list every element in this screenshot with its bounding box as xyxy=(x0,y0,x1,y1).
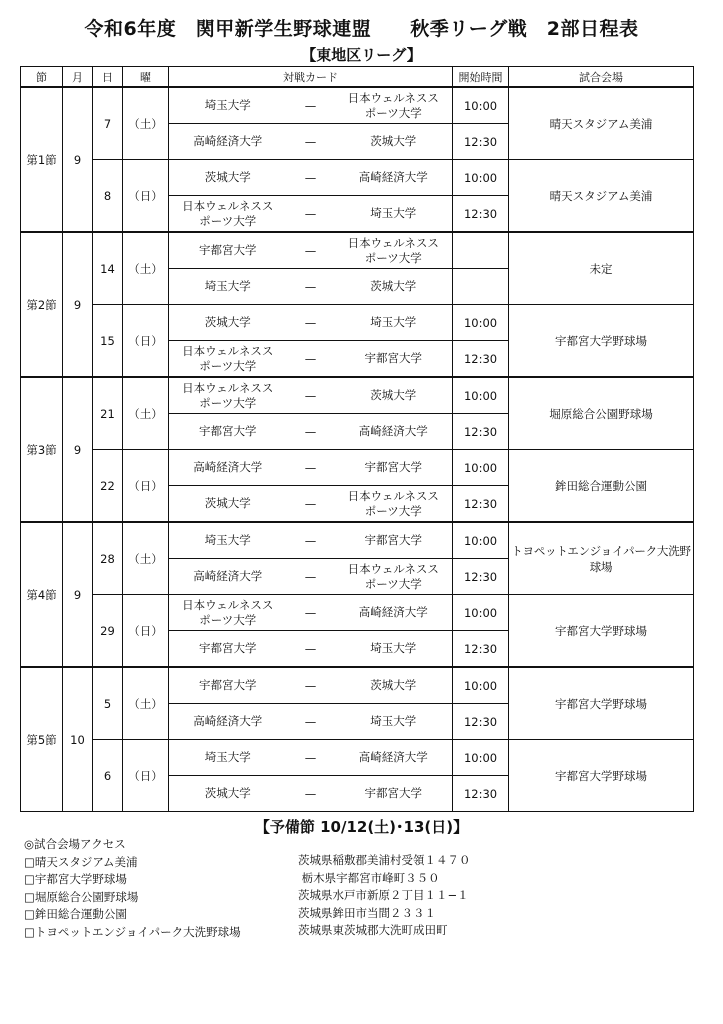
game-day: 7 xyxy=(93,87,123,160)
start-time: 12:30 xyxy=(453,631,509,668)
home-team: 高崎経済大学 xyxy=(169,704,287,740)
game-venue: 宇都宮大学野球場 xyxy=(509,595,694,668)
round-section xyxy=(21,522,694,667)
round-section xyxy=(21,377,694,522)
start-time: 10:00 xyxy=(453,740,509,776)
game-row xyxy=(21,595,694,631)
away-team: 茨城大学 xyxy=(335,667,453,704)
home-team: 宇都宮大学 xyxy=(169,631,287,668)
home-team: 日本ウェルネスス ポーツ大学 xyxy=(169,595,287,631)
game-weekday: （日） xyxy=(123,450,169,523)
versus-dash: — xyxy=(287,486,335,523)
header-time: 開始時間 xyxy=(453,67,509,88)
away-team: 宇都宮大学 xyxy=(335,341,453,378)
away-team: 日本ウェルネスス ポーツ大学 xyxy=(335,232,453,269)
access-venue-address: 茨城県水戸市新原２丁目１１−１ xyxy=(298,888,469,902)
game-day: 28 xyxy=(93,522,123,595)
header-venue: 試合会場 xyxy=(509,67,694,88)
game-venue: トヨペットエンジョイパーク大洗野球場 xyxy=(509,522,694,595)
home-team: 高崎経済大学 xyxy=(169,450,287,486)
start-time: 12:30 xyxy=(453,704,509,740)
access-venue-address: 茨城県鉾田市当間２３３１ xyxy=(298,905,436,920)
round-label: 第1節 xyxy=(21,87,63,232)
away-team: 日本ウェルネスス ポーツ大学 xyxy=(335,87,453,124)
game-row xyxy=(21,522,694,559)
venue-access-list xyxy=(24,836,241,941)
round-section xyxy=(21,87,694,232)
game-weekday: （日） xyxy=(123,740,169,812)
round-label: 第4節 xyxy=(21,522,63,667)
game-weekday: （土） xyxy=(123,667,169,740)
away-team: 茨城大学 xyxy=(335,124,453,160)
game-venue: 未定 xyxy=(509,232,694,305)
home-team: 埼玉大学 xyxy=(169,269,287,305)
away-team: 高崎経済大学 xyxy=(335,160,453,196)
access-venue-name: □晴天スタジアム美浦 xyxy=(24,854,138,869)
away-team: 高崎経済大学 xyxy=(335,414,453,450)
versus-dash: — xyxy=(287,704,335,740)
away-team: 埼玉大学 xyxy=(335,631,453,668)
game-day: 6 xyxy=(93,740,123,812)
start-time: 12:30 xyxy=(453,414,509,450)
home-team: 茨城大学 xyxy=(169,305,287,341)
start-time xyxy=(453,232,509,269)
game-venue: 宇都宮大学野球場 xyxy=(509,667,694,740)
start-time: 10:00 xyxy=(453,87,509,124)
game-weekday: （土） xyxy=(123,87,169,160)
start-time: 12:30 xyxy=(453,341,509,378)
game-venue: 晴天スタジアム美浦 xyxy=(509,87,694,160)
round-month: 9 xyxy=(63,377,93,522)
round-month: 9 xyxy=(63,87,93,232)
start-time: 10:00 xyxy=(453,305,509,341)
versus-dash: — xyxy=(287,414,335,450)
access-venue-name: □鉾田総合運動公園 xyxy=(24,907,127,921)
game-weekday: （日） xyxy=(123,305,169,378)
round-section xyxy=(21,232,694,377)
reserve-round: 【予備節 10/12(土)･13(日)】 xyxy=(254,818,469,836)
versus-dash: — xyxy=(287,269,335,305)
away-team: 埼玉大学 xyxy=(335,305,453,341)
game-day: 5 xyxy=(93,667,123,740)
home-team: 埼玉大学 xyxy=(169,740,287,776)
round-label: 第2節 xyxy=(21,232,63,377)
versus-dash: — xyxy=(287,631,335,668)
versus-dash: — xyxy=(287,196,335,233)
round-label: 第5節 xyxy=(21,667,63,812)
game-row xyxy=(21,232,694,269)
versus-dash: — xyxy=(287,559,335,595)
versus-dash: — xyxy=(287,522,335,559)
game-row xyxy=(21,87,694,124)
page-title: 令和6年度 関甲新学生野球連盟 秋季リーグ戦 2部日程表 xyxy=(84,18,639,40)
home-team: 高崎経済大学 xyxy=(169,124,287,160)
game-day: 21 xyxy=(93,377,123,450)
away-team: 高崎経済大学 xyxy=(335,740,453,776)
away-team: 茨城大学 xyxy=(335,377,453,414)
start-time: 12:30 xyxy=(453,559,509,595)
home-team: 宇都宮大学 xyxy=(169,414,287,450)
round-month: 9 xyxy=(63,522,93,667)
game-day: 22 xyxy=(93,450,123,523)
versus-dash: — xyxy=(287,305,335,341)
game-row xyxy=(21,160,694,196)
home-team: 高崎経済大学 xyxy=(169,559,287,595)
start-time: 12:30 xyxy=(453,776,509,812)
game-venue: 堀原総合公園野球場 xyxy=(509,377,694,450)
game-venue: 晴天スタジアム美浦 xyxy=(509,160,694,233)
start-time xyxy=(453,269,509,305)
venue-address-list xyxy=(298,852,471,940)
access-venue-name: □トヨペットエンジョイパーク大洗野球場 xyxy=(24,924,241,939)
round-label: 第3節 xyxy=(21,377,63,522)
versus-dash: — xyxy=(287,776,335,812)
start-time: 10:00 xyxy=(453,450,509,486)
access-venue-address: 茨城県稲敷郡美浦村受領１４７０ xyxy=(298,853,471,867)
away-team: 茨城大学 xyxy=(335,269,453,305)
game-weekday: （土） xyxy=(123,522,169,595)
start-time: 12:30 xyxy=(453,196,509,233)
home-team: 埼玉大学 xyxy=(169,87,287,124)
access-venue-address: 栃木県宇都宮市峰町３５０ xyxy=(298,870,440,885)
game-weekday: （日） xyxy=(123,595,169,668)
away-team: 宇都宮大学 xyxy=(335,450,453,486)
game-day: 14 xyxy=(93,232,123,305)
home-team: 宇都宮大学 xyxy=(169,232,287,269)
game-row xyxy=(21,667,694,704)
game-venue: 鉾田総合運動公園 xyxy=(509,450,694,523)
versus-dash: — xyxy=(287,341,335,378)
start-time: 10:00 xyxy=(453,522,509,559)
game-venue: 宇都宮大学野球場 xyxy=(509,740,694,812)
home-team: 茨城大学 xyxy=(169,486,287,523)
away-team: 埼玉大学 xyxy=(335,704,453,740)
versus-dash: — xyxy=(287,450,335,486)
away-team: 宇都宮大学 xyxy=(335,522,453,559)
schedule-table xyxy=(20,66,694,812)
home-team: 日本ウェルネスス ポーツ大学 xyxy=(169,341,287,378)
start-time: 10:00 xyxy=(453,595,509,631)
game-day: 15 xyxy=(93,305,123,378)
versus-dash: — xyxy=(287,87,335,124)
game-day: 8 xyxy=(93,160,123,233)
game-row xyxy=(21,740,694,776)
away-team: 日本ウェルネスス ポーツ大学 xyxy=(335,486,453,523)
game-weekday: （日） xyxy=(123,160,169,233)
game-row xyxy=(21,450,694,486)
game-weekday: （土） xyxy=(123,232,169,305)
access-heading: ◎試合会場アクセス xyxy=(24,837,126,851)
header-day: 日 xyxy=(93,67,123,88)
versus-dash: — xyxy=(287,595,335,631)
start-time: 10:00 xyxy=(453,160,509,196)
home-team: 茨城大学 xyxy=(169,776,287,812)
header-weekday: 曜 xyxy=(123,67,169,88)
start-time: 12:30 xyxy=(453,124,509,160)
home-team: 埼玉大学 xyxy=(169,522,287,559)
table-header-row xyxy=(21,67,694,88)
header-section: 節 xyxy=(21,67,63,88)
access-venue-name: □堀原総合公園野球場 xyxy=(24,889,139,904)
game-day: 29 xyxy=(93,595,123,668)
league-subtitle: 【東地区リーグ】 xyxy=(301,46,422,64)
game-venue: 宇都宮大学野球場 xyxy=(509,305,694,378)
versus-dash: — xyxy=(287,232,335,269)
round-month: 9 xyxy=(63,232,93,377)
game-weekday: （土） xyxy=(123,377,169,450)
start-time: 12:30 xyxy=(453,486,509,523)
versus-dash: — xyxy=(287,377,335,414)
round-month: 10 xyxy=(63,667,93,812)
header-month: 月 xyxy=(63,67,93,88)
home-team: 日本ウェルネスス ポーツ大学 xyxy=(169,196,287,233)
game-row xyxy=(21,377,694,414)
home-team: 茨城大学 xyxy=(169,160,287,196)
away-team: 高崎経済大学 xyxy=(335,595,453,631)
away-team: 日本ウェルネスス ポーツ大学 xyxy=(335,559,453,595)
round-section xyxy=(21,667,694,812)
header-card: 対戦カード xyxy=(169,67,453,88)
versus-dash: — xyxy=(287,160,335,196)
home-team: 宇都宮大学 xyxy=(169,667,287,704)
start-time: 10:00 xyxy=(453,377,509,414)
home-team: 日本ウェルネスス ポーツ大学 xyxy=(169,377,287,414)
away-team: 宇都宮大学 xyxy=(335,776,453,812)
access-venue-address: 茨城県東茨城郡大洗町成田町 xyxy=(298,923,448,937)
game-row xyxy=(21,305,694,341)
versus-dash: — xyxy=(287,667,335,704)
away-team: 埼玉大学 xyxy=(335,196,453,233)
access-venue-name: □宇都宮大学野球場 xyxy=(24,872,127,886)
versus-dash: — xyxy=(287,124,335,160)
versus-dash: — xyxy=(287,740,335,776)
start-time: 10:00 xyxy=(453,667,509,704)
